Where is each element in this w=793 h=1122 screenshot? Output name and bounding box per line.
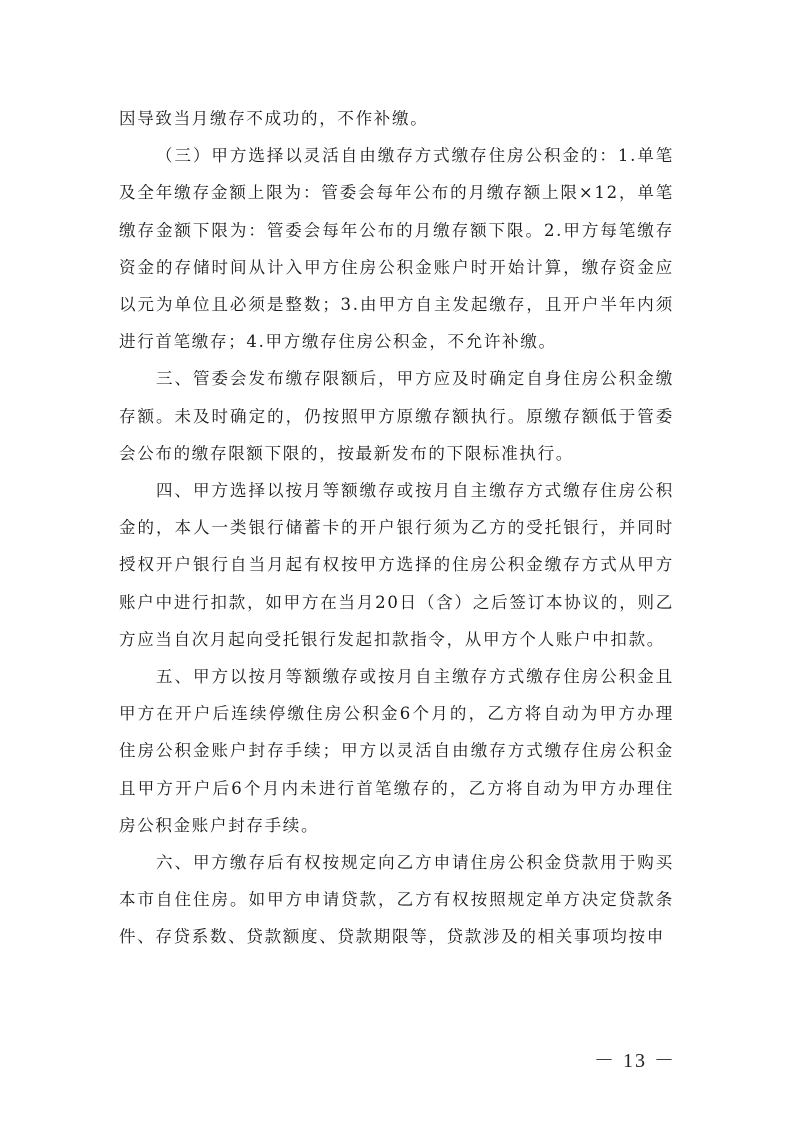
paragraph-article-6: 六、甲方缴存后有权按规定向乙方申请住房公积金贷款用于购买本市自住住房。如甲方申请贷款，乙方有权按照规定单方决定贷款条件、存贷系数、贷款额度、贷款期限等，贷款涉及的相关事项均按申 [119, 853, 674, 947]
paragraph-flexible-deposit: （三）甲方选择以灵活自由缴存方式缴存住房公积金的：1.单笔及全年缴存金额上限为：管委会每年公布的月缴存额上限×12，单笔缴存金额下限为：管委会每年公布的月缴存额下限。2.甲方每笔缴存资金的存储时间从计入甲方住房公积金账户时开始计算，缴存资金应以元为单位且必须是整数；3.由甲方自主发起缴存，且开户半年内须进行首笔缴存；4.甲方缴存住房公积金，不允许补缴。 [119, 146, 674, 352]
page-number: － 13 － [594, 1050, 676, 1072]
paragraph-article-5: 五、甲方以按月等额缴存或按月自主缴存方式缴存住房公积金且甲方在开户后连续停缴住房公积金6个月的，乙方将自动为甲方办理住房公积金账户封存手续；甲方以灵活自由缴存方式缴存住房公积金且甲方开户后6个月内未进行首笔缴存的，乙方将自动为甲方办理住房公积金账户封存手续。 [119, 667, 674, 835]
paragraph-article-4: 四、甲方选择以按月等额缴存或按月自主缴存方式缴存住房公积金的，本人一类银行储蓄卡的开户银行须为乙方的受托银行，并同时授权开户银行自当月起有权按甲方选择的住房公积金缴存方式从甲方账户中进行扣款，如甲方在当月20日（含）之后签订本协议的，则乙方应当自次月起向受托银行发起扣款指令，从甲方个人账户中扣款。 [119, 481, 674, 649]
paragraph-continuation: 因导致当月缴存不成功的，不作补缴。 [119, 109, 429, 128]
paragraph-article-3: 三、管委会发布缴存限额后，甲方应及时确定自身住房公积金缴存额。未及时确定的，仍按照甲方原缴存额执行。原缴存额低于管委会公布的缴存限额下限的，按最新发布的下限标准执行。 [119, 369, 674, 463]
